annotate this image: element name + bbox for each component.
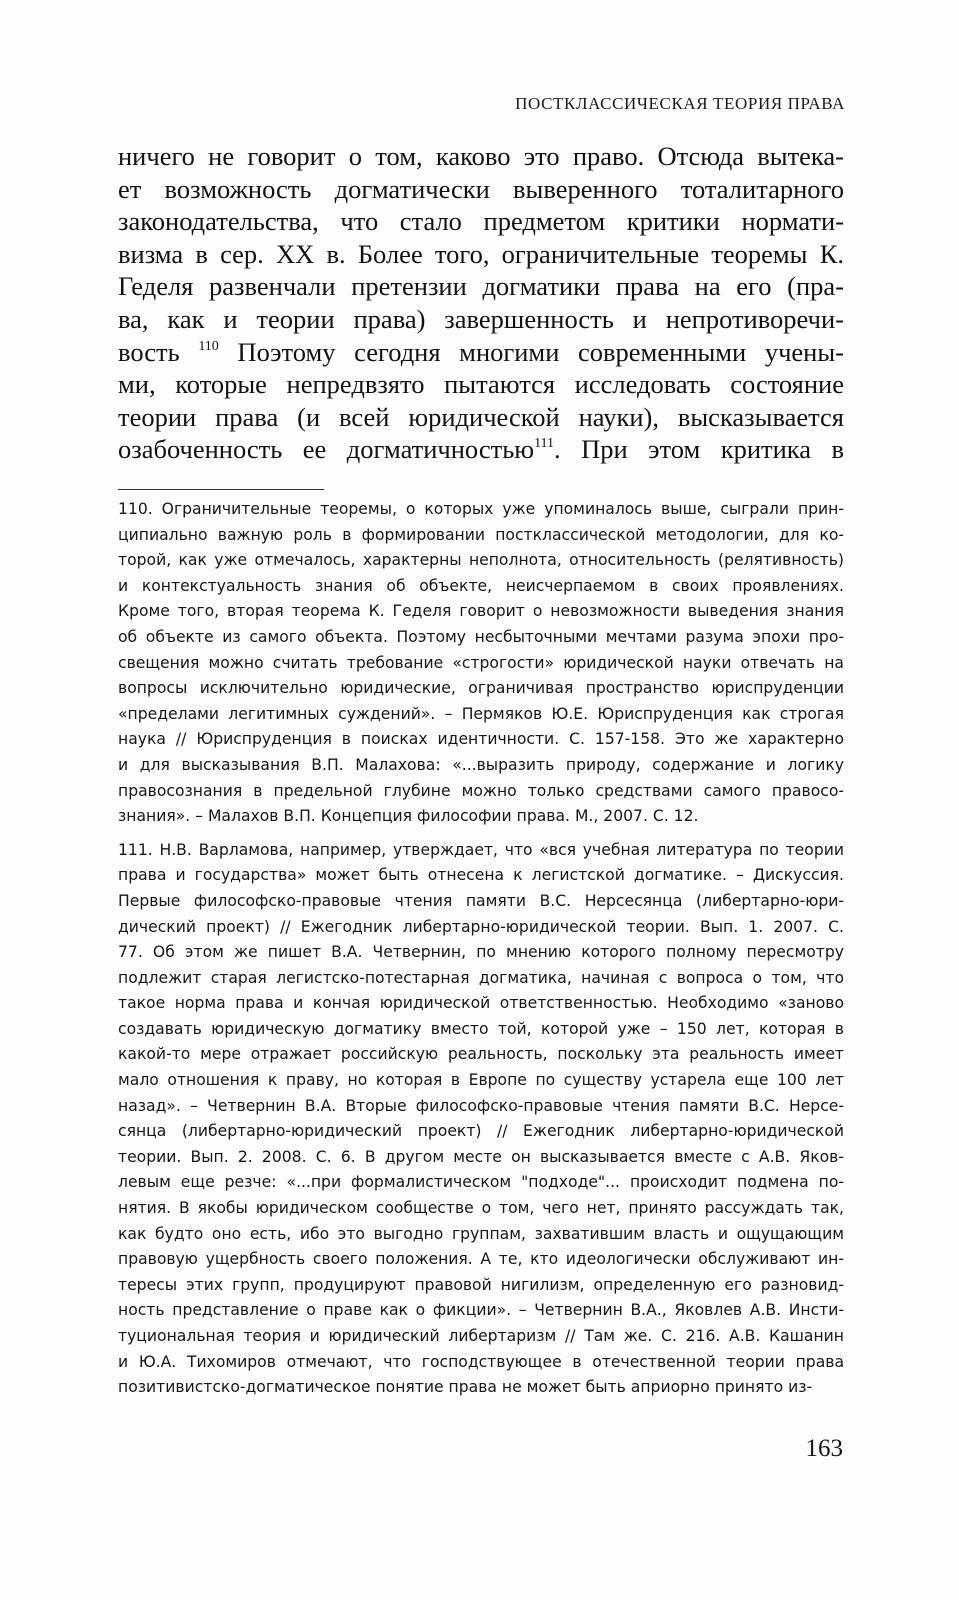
footnote-line: мало отношения к праву, но которая в Европе по существу устарела еще 100 лет — [118, 1071, 844, 1090]
footnote-line: наука // Юриспруденция в поисках идентичности. С. 157-158. Это же характерно — [118, 730, 844, 749]
footnote-line: сянца (либертарно-юридический проект) // Ежегодник либертарно-юридической — [118, 1122, 844, 1141]
footnote-line: назад». – Четвернин В.А. Вторые философско-правовые чтения памяти В.С. Нерсе- — [118, 1096, 844, 1115]
footnote-line: знания». – Малахов В.П. Концепция философии права. М., 2007. С. 12. — [118, 807, 699, 826]
footnote-line: 110. Ограничительные теоремы, о которых уже упоминалось выше, сыграли прин- — [118, 500, 844, 518]
body-text: Поэтому сегодня многими современными учены- — [218, 336, 844, 367]
footnote-reference-110[interactable]: 110 — [198, 338, 219, 354]
footnote-line: вопросы исключительно юридические, ограничивая пространство юриспруденции — [118, 679, 844, 698]
footnote-line: такое норма права и кончая юридической ответственностью. Необходимо «заново — [118, 994, 844, 1013]
footnotes — [118, 497, 844, 1401]
body-line: ничего не говорит о том, каково это право. Отсюда вытека- — [118, 141, 844, 171]
footnote-111 — [118, 838, 844, 1401]
footnote-reference-111[interactable]: 111 — [534, 436, 555, 452]
footnote-line: теории. Вып. 2. 2008. С. 6. В другом месте он высказывается вместе с А.В. Яков- — [118, 1147, 844, 1166]
body-text: . При этом критика в — [554, 434, 844, 465]
footnote-110 — [118, 497, 844, 830]
footnote-line: как будто оно есть, ибо это выгодно группам, захватившим власть и ощущающим — [118, 1224, 844, 1243]
body-line: визма в сер. XX в. Более того, ограничительные теоремы К. — [118, 238, 844, 269]
body-line: законодательства, что стало предметом критики нормати- — [118, 206, 844, 237]
footnote-line: тересы этих групп, продуцируют правовой нигилизм, определенную его разновид- — [118, 1275, 844, 1294]
footnote-line: какой-то мере отражает российскую реальность, поскольку эта реальность имеет — [118, 1045, 844, 1064]
footnote-line: туциональная теория и юридический либертаризм // Там же. С. 216. А.В. Кашанин — [118, 1327, 844, 1345]
footnote-line: 111. Н.В. Варламова, например, утверждает, что «вся учебная литература по теории — [118, 840, 844, 859]
footnote-line: 77. Об этом же пишет В.А. Четвернин, по мнению которого полному пересмотру — [118, 943, 844, 962]
body-line: теории права (и всей юридической науки), высказывается — [118, 401, 844, 432]
body-line: ми, которые непредвзято пытаются исследовать состояние — [118, 369, 844, 400]
footnote-line: и контекстуальность знания об объекте, неисчерпаемом в своих проявлениях. — [118, 576, 844, 595]
footnote-line: Первые философско-правовые чтения памяти В.С. Нерсесянца (либертарно-юри- — [118, 891, 844, 910]
running-header: ПОСТКЛАССИЧЕСКАЯ ТЕОРИЯ ПРАВА — [515, 94, 845, 113]
footnote-line: и Ю.А. Тихомиров отмечают, что господствующее в отечественной теории права — [118, 1352, 844, 1371]
footnote-separator — [118, 489, 324, 490]
footnote-line: свещения можно считать требование «строгости» юридической науки отвечать на — [118, 653, 844, 672]
body-line: ет возможность догматически выверенного тоталитарного — [118, 173, 844, 204]
body-line — [118, 433, 844, 466]
page-number: 163 — [805, 1435, 843, 1462]
body-line: Геделя развенчали претензии догматики права на его (пра- — [118, 271, 844, 302]
footnote-line: правосознания в предельной глубине можно только средствами самого правосо- — [118, 781, 844, 800]
body-line: ва, как и теории права) завершенность и непротиворечи- — [118, 303, 844, 334]
footnote-line: ципиально важную роль в формировании постклассической методологии, для ко- — [118, 525, 844, 544]
footnote-line: об объекте из самого объекта. Поэтому несбыточными мечтами разума эпохи про- — [118, 627, 844, 646]
body-text: вость — [118, 336, 199, 367]
footnote-line: и для высказывания В.П. Малахова: «...выразить природу, содержание и логику — [118, 755, 844, 774]
body-text: озабоченность ее догматичностью — [118, 434, 535, 465]
footnote-line: подлежит старая легистско-потестарная догматика, начиная с вопроса о том, что — [118, 968, 844, 987]
footnote-line: ность представление о праве как о фикции». – Четвернин В.А., Яковлев А.В. Инсти- — [118, 1301, 844, 1320]
footnote-line: торой, как уже отмечалось, характерны неполнота, относительность (релятивность) — [118, 551, 844, 570]
footnote-line: нятия. В якобы юридическом сообществе о том, чего нет, принято рассуждать так, — [118, 1199, 844, 1218]
footnote-line: «пределами легитимных суждений». – Пермяков Ю.Е. Юриспруденция как строгая — [118, 704, 844, 723]
body-line — [118, 336, 844, 369]
footnote-line: дический проект) // Ежегодник либертарно-юридической теории. Вып. 1. 2007. С. — [118, 917, 844, 936]
footnote-line: левым еще резче: «...при формалистическом "подходе"... происходит подмена по- — [118, 1173, 844, 1192]
footnote-line: Кроме того, вторая теорема К. Геделя говорит о невозможности выведения знания — [118, 602, 844, 621]
main-text — [118, 140, 844, 466]
footnote-line: права и государства» может быть отнесена к легистской догматике. – Дискуссия. — [118, 866, 844, 885]
footnote-line: позитивистско-догматическое понятие права не может быть априорно принято из- — [118, 1378, 813, 1397]
footnote-line: правовую ущербность своего положения. А те, кто идеологически обслуживают ин- — [118, 1250, 844, 1269]
footnote-line: создавать юридическую догматику вместо той, которой уже – 150 лет, которая в — [118, 1019, 844, 1038]
